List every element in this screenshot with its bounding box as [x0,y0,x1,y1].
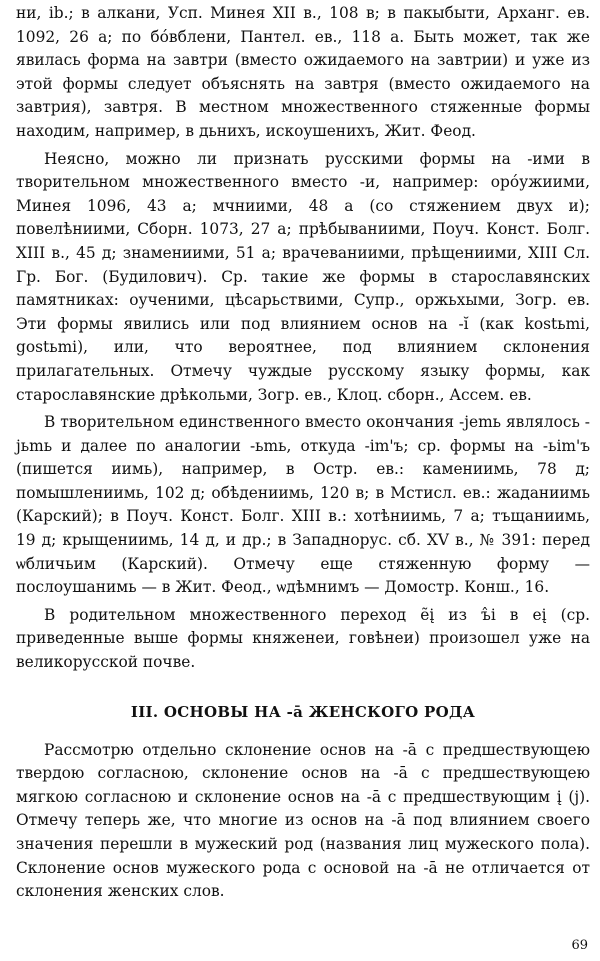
page-body [16,2,590,904]
paragraph-4: В родительном множественного переход ẽį из ъ̂i в eį (ср. приведенные выше формы княжeнеи, говѣнеи) произошел уже на великорусской почве. [16,605,590,672]
paragraph-2: Неясно, можно ли признать русскими формы на -ими в творительном множественного вместо -и, например: оро́ужиими, Минея 1096, 43 а; мчниими, 48 а (со стяжением двух и); повелѣниими, Сборн. 1073, 27 а; прѣбываниими, Поуч. Конст. Болг. XIII в., 45 д; знамениими, 51 а; врачеваниими, прѣщениими, XIII Сл. Гр. Бог. (Будилович). Ср. такие же формы в старославянских памятниках: оученими, цѣсарьствими, Супр., оржьхыми, Зогр. ев. Эти формы явились или под влиянием основ на -ĭ (как kostьmi, gostьmi), или, что вероятнее, под влиянием склонения прилагательных. Отмечу чуждые русскому языку формы, как старославянские дрѣкольми, Зогр. ев., Клоц. сборн., Ассем. ев. [16,149,590,404]
section-paragraph-1: Рассмотрю отдельно склонение основ на -ā с предшествующею твердою согласною, склонение основ на -ā с предшествующею мягкою согласною и склонение основ на -ā с предшествующим į (j). Отмечу теперь же, что многие из основ на -ā под влиянием своего значения перешли в мужеский род (названия лиц мужеского пола). Склонение основ мужеского рода с основой на -ā не отличается от склонения женских слов. [16,740,590,901]
section-heading: III. ОСНОВЫ НА -ā ЖЕНСКОГО РОДА [130,702,476,721]
paragraph-1: ни, ib.; в алкани, Усп. Минея XII в., 108 в; в пакыбыти, Арханг. ев. 1092, 26 а; по бо́вблени, Пантел. ев., 118 а. Быть может, так же явилась форма на завтри (вместо ожидаемого на завтрии) и уже из этой формы следует объяснять на завтря (вместо ожидаемого на завтрия), завтря. В местном множественного стяженные формы находим, например, в дьнихъ, искоушенихъ, Жит. Феод. [16,4,590,140]
paragraph-3: В творительном единственного вместо окончания -jemь являлось -jьmь и далее по аналогии -ьmь, откуда -im'ъ; ср. формы на -ьim'ъ (пишется иимь), например, в Остр. ев.: камениимь, 78 д; помышлениимь, 102 д; обѣдениимь, 120 в; в Мстисл. ев.: жаданиимь (Карский); в Поуч. Конст. Болг. XIII в.: хотѣниимь, 7 а; тъщаниимь, 19 д; крыщениимь, 14 д, и др.; в Западнорус. сб. XV в., № 391: перед ѡбличьим (Карский). Отмечу еще стяженную форму — послоушанимь — в Жит. Феод., ѡдѣмнимъ — Домостр. Конш., 16. [16,413,590,597]
page-number: 69 [571,938,588,953]
